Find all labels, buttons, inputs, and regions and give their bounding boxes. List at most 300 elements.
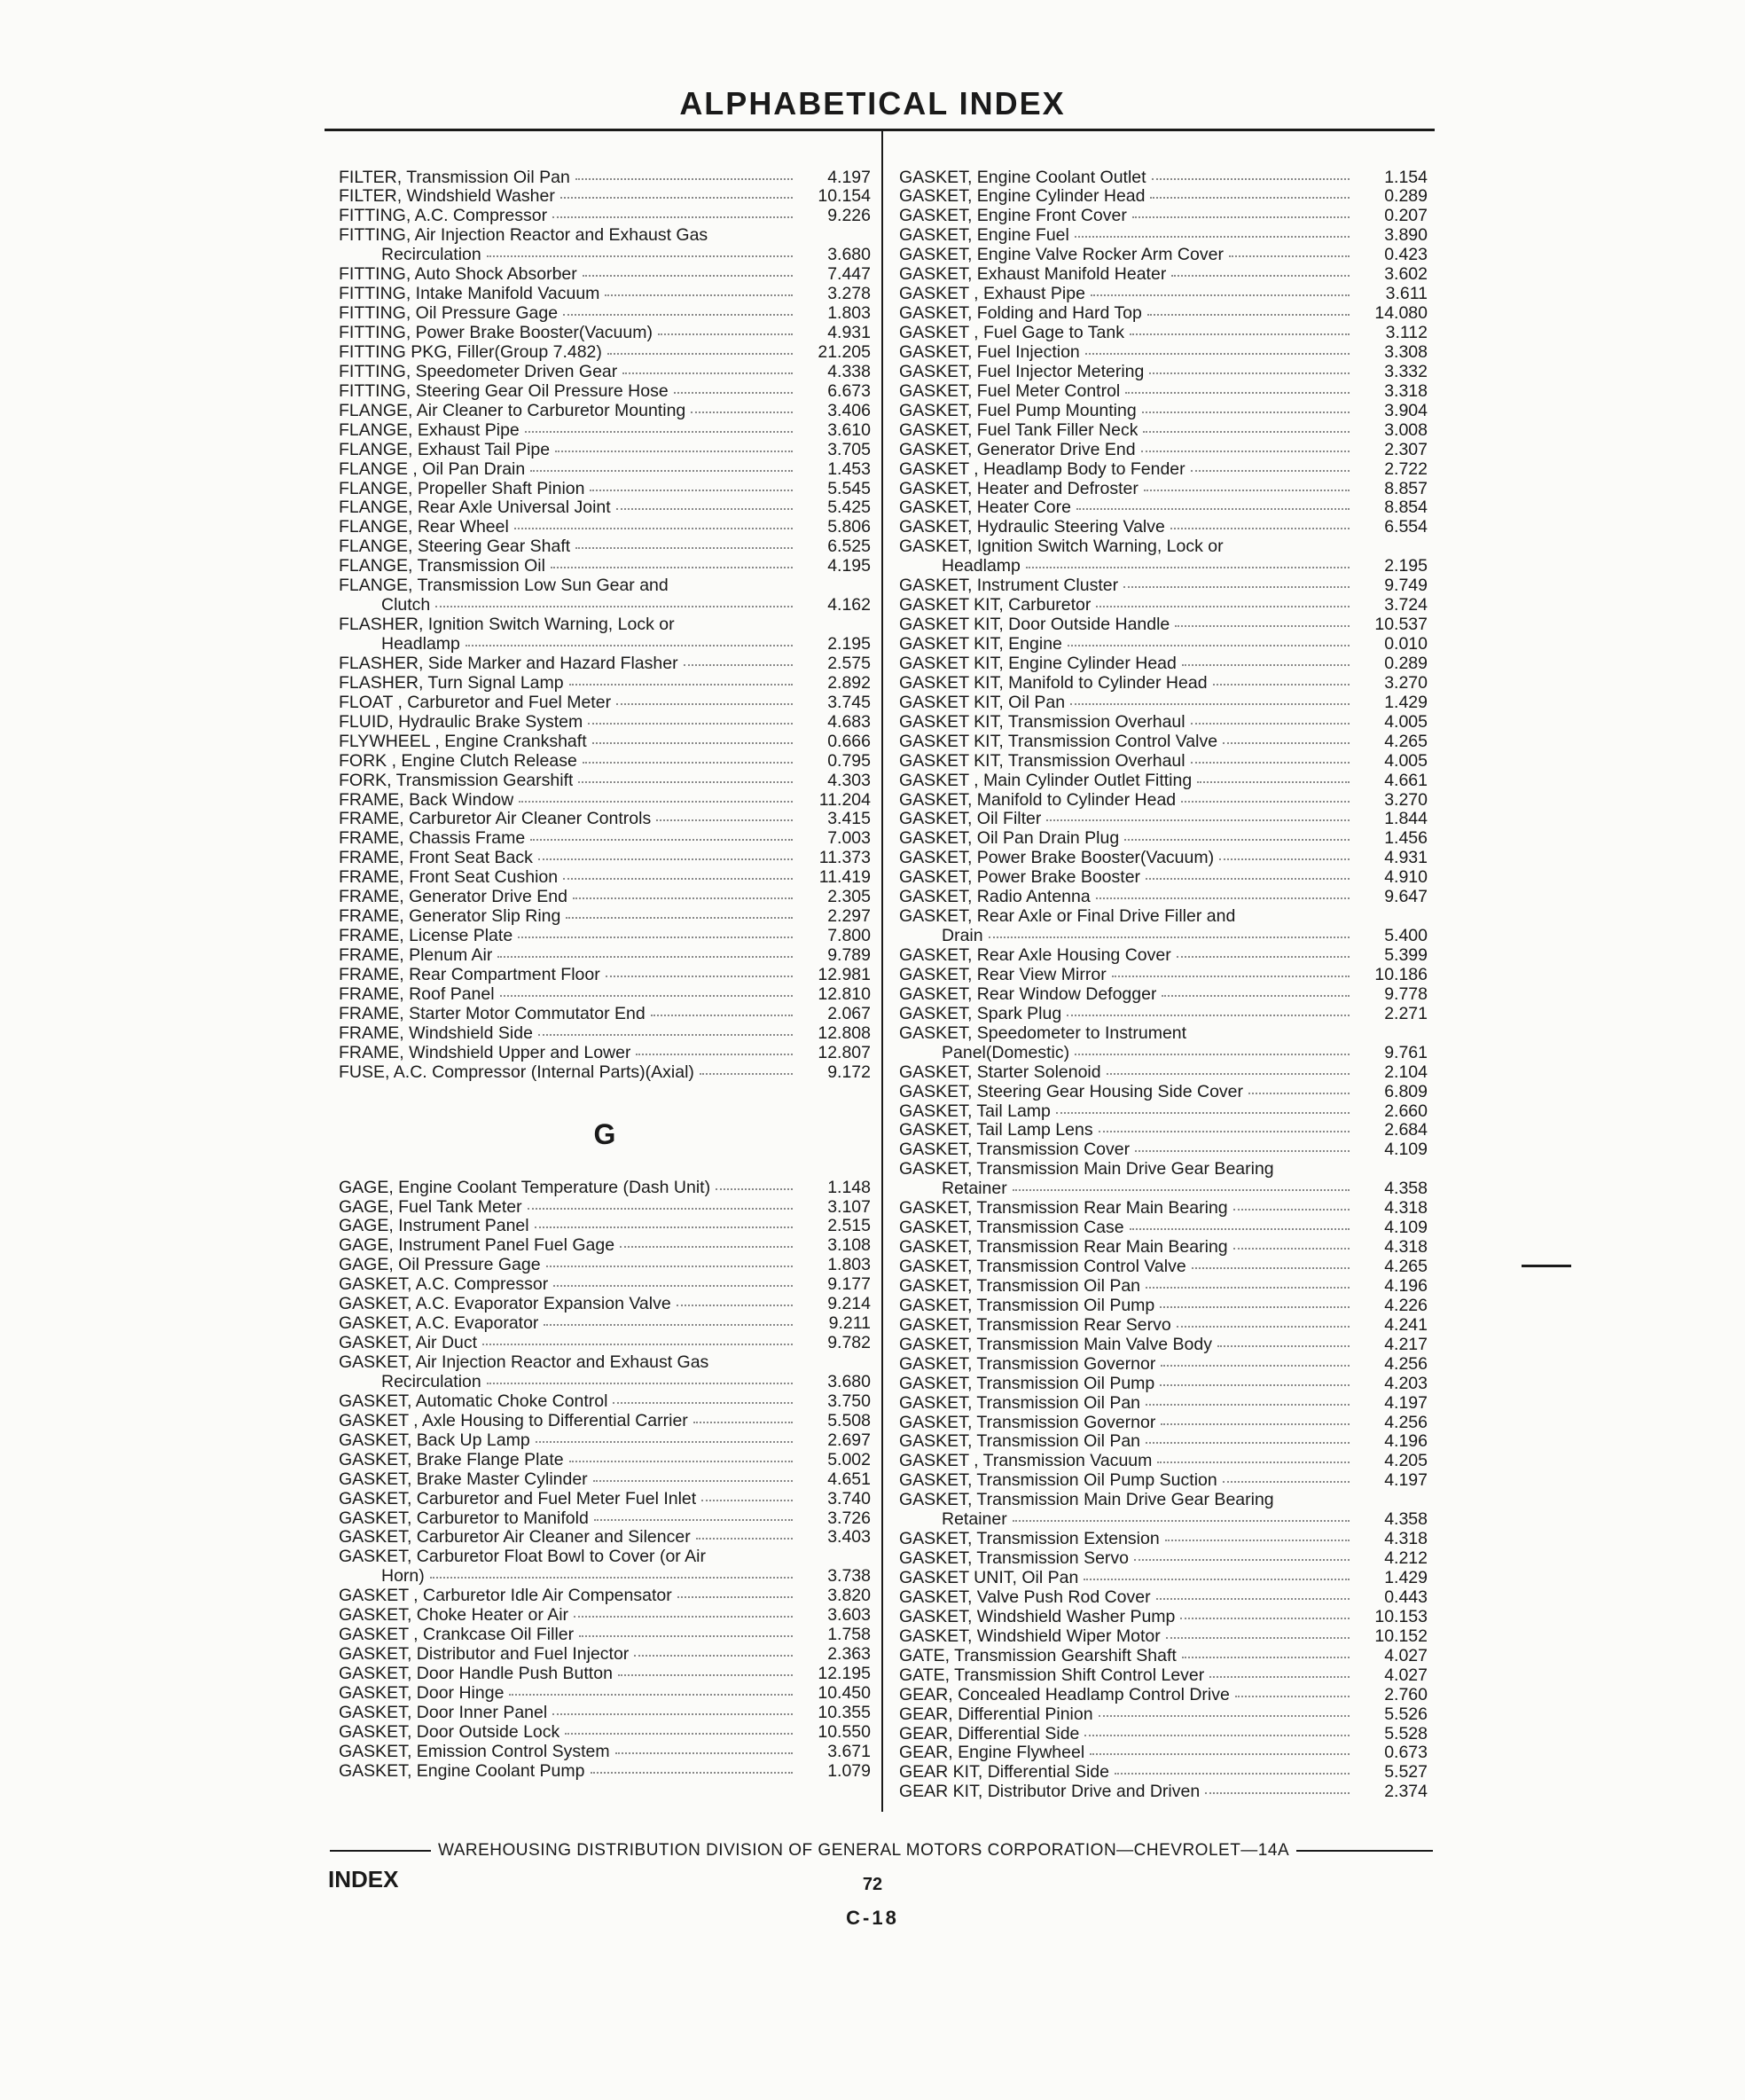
entry-number: 4.027 xyxy=(1384,1645,1428,1665)
entry-name: FLANGE, Propeller Shaft Pinion xyxy=(339,479,585,498)
entry-name: FRAME, Front Seat Back xyxy=(339,849,533,868)
entry-number: 0.289 xyxy=(1384,186,1428,207)
entry-name: FLANGE, Transmission Oil xyxy=(339,557,545,576)
entry-number: 10.153 xyxy=(1374,1606,1428,1626)
entry-name: GASKET, Door Outside Lock xyxy=(339,1722,560,1742)
entry-name: Retainer xyxy=(942,1179,1007,1199)
dot-leader xyxy=(1146,1386,1350,1406)
entry-name: GASKET, Transmission Oil Pan xyxy=(899,1393,1141,1413)
dot-leader xyxy=(563,861,793,881)
entry-name: GASKET , Exhaust Pipe xyxy=(899,285,1085,304)
entry-number: 7.003 xyxy=(827,828,871,849)
entry-name: FLASHER, Turn Signal Lamp xyxy=(339,673,564,693)
entry-name: GASKET, A.C. Evaporator xyxy=(339,1314,539,1334)
dot-leader xyxy=(1096,589,1350,608)
entry-number: 3.671 xyxy=(827,1741,871,1761)
entry-name: Headlamp xyxy=(381,635,460,654)
dot-leader xyxy=(1192,1250,1350,1270)
index-list-right xyxy=(899,163,1428,1802)
entry-name: FLANGE, Transmission Low Sun Gear and xyxy=(339,576,669,596)
entry-number: 4.109 xyxy=(1384,1140,1428,1160)
entry-number: 4.338 xyxy=(827,361,871,381)
entry-name: GASKET, Door Hinge xyxy=(339,1683,505,1703)
entry-number: 5.399 xyxy=(1384,945,1428,965)
dot-leader xyxy=(544,1307,793,1327)
entry-name: GASKET, Transmission Control Valve xyxy=(899,1258,1186,1276)
entry-name: FRAME, Plenum Air xyxy=(339,946,493,965)
entry-name: GASKET, Transmission Rear Servo xyxy=(899,1315,1171,1335)
dot-leader xyxy=(487,239,793,258)
dot-leader xyxy=(1213,666,1350,686)
dot-leader xyxy=(1143,413,1350,433)
entry-name: FITTING, Steering Gear Oil Pressure Hose xyxy=(339,381,669,401)
entry-name: GASKET, A.C. Compressor xyxy=(339,1275,549,1295)
dot-leader xyxy=(565,1715,793,1735)
entry-name: Clutch xyxy=(381,596,431,615)
dot-leader xyxy=(552,200,793,219)
entry-name: GASKET, Brake Master Cylinder xyxy=(339,1469,588,1489)
entry-name: GASKET, Transmission Extension xyxy=(899,1530,1160,1549)
entry-name: GEAR KIT, Differential Side xyxy=(899,1763,1109,1783)
entry-number: 10.550 xyxy=(818,1721,871,1742)
entry-name: FITTING, Auto Shock Absorber xyxy=(339,265,577,285)
entry-number: 2.195 xyxy=(827,634,871,654)
dot-leader xyxy=(1056,1094,1350,1114)
dot-leader xyxy=(1191,744,1350,764)
entry-number: 2.195 xyxy=(1384,556,1428,576)
entry-name: GASKET, Emission Control System xyxy=(339,1742,610,1761)
dot-leader xyxy=(1191,452,1350,472)
entry-number: 6.809 xyxy=(1384,1081,1428,1101)
entry-number: 12.808 xyxy=(818,1023,871,1043)
dot-leader xyxy=(1142,394,1350,413)
entry-name: GEAR, Differential Side xyxy=(899,1724,1080,1743)
dot-leader xyxy=(553,1268,793,1288)
dot-leader xyxy=(1115,1756,1350,1775)
entry-name: GASKET, Air Injection Reactor and Exhaust Gas xyxy=(339,1353,709,1372)
dot-leader xyxy=(716,1171,793,1190)
entry-name: FORK, Transmission Gearshift xyxy=(339,771,574,790)
entry-number: 4.683 xyxy=(827,711,871,732)
entry-name: GASKET, Windshield Wiper Motor xyxy=(899,1626,1161,1646)
entry-number: 4.212 xyxy=(1384,1548,1428,1569)
entry-number: 10.355 xyxy=(818,1702,871,1722)
entry-name: GASKET, Engine Coolant Outlet xyxy=(899,168,1146,187)
entry-name: FRAME, Rear Compartment Floor xyxy=(339,965,600,984)
dot-leader xyxy=(1223,1464,1350,1484)
entry-number: 4.197 xyxy=(827,167,871,187)
entry-number: 4.931 xyxy=(827,323,871,342)
dot-leader xyxy=(1180,1600,1350,1619)
entry-name: FLANGE, Air Cleaner to Carburetor Mounting xyxy=(339,401,686,420)
entry-number: 9.214 xyxy=(827,1294,871,1314)
dot-leader xyxy=(1150,180,1350,200)
entry-number: 4.109 xyxy=(1384,1218,1428,1238)
entry-name: GASKET, Ignition Switch Warning, Lock or xyxy=(899,537,1224,557)
dot-leader xyxy=(1182,1639,1350,1658)
dot-leader xyxy=(575,161,793,180)
dot-leader xyxy=(989,920,1350,939)
entry-number: 10.186 xyxy=(1374,964,1428,984)
entry-number: 4.931 xyxy=(1384,848,1428,868)
entry-name: GASKET, Transmission Case xyxy=(899,1218,1124,1238)
entry-number: 4.303 xyxy=(827,770,871,790)
entry-name: GAGE, Engine Coolant Temperature (Dash Unit) xyxy=(339,1178,711,1197)
page-number: 72 xyxy=(862,1875,883,1894)
entry-number: 0.795 xyxy=(827,750,871,771)
dot-leader xyxy=(1175,608,1350,628)
dot-leader xyxy=(634,1638,793,1657)
dot-leader xyxy=(552,1696,793,1715)
dot-leader xyxy=(656,803,793,822)
dot-leader xyxy=(497,939,793,959)
entry-name: GAGE, Oil Pressure Gage xyxy=(339,1256,541,1275)
entry-name: FITTING, Intake Manifold Vacuum xyxy=(339,285,600,304)
publisher-text: WAREHOUSING DISTRIBUTION DIVISION OF GENERAL MOTORS CORPORATION—CHEVROLET—14A xyxy=(438,1841,1290,1860)
entry-name: FITTING, Speedometer Driven Gear xyxy=(339,362,618,381)
entry-number: 1.154 xyxy=(1384,167,1428,187)
dot-leader xyxy=(538,842,793,861)
entry-name: FORK , Engine Clutch Release xyxy=(339,751,577,771)
entry-name: FRAME, Windshield Side xyxy=(339,1023,533,1043)
entry-name: GASKET, Transmission Cover xyxy=(899,1140,1131,1160)
dot-leader xyxy=(1161,1347,1350,1367)
entry-name: GASKET, Rear Window Defogger xyxy=(899,984,1157,1004)
entry-number: 2.305 xyxy=(827,887,871,907)
entry-number: 9.211 xyxy=(828,1313,871,1334)
dot-leader xyxy=(674,374,793,394)
entry-number: 3.726 xyxy=(827,1508,871,1528)
entry-name: FITTING PKG, Filler(Group 7.482) xyxy=(339,342,602,362)
entry-number: 5.806 xyxy=(827,517,871,537)
title-rule xyxy=(325,129,1435,131)
left-column xyxy=(339,163,871,1781)
entry-number: 4.162 xyxy=(827,595,871,615)
dot-leader xyxy=(536,1423,793,1443)
entry-name: FITTING, Oil Pressure Gage xyxy=(339,304,559,324)
dot-leader xyxy=(616,686,793,705)
entry-name: FRAME, Windshield Upper and Lower xyxy=(339,1043,631,1062)
entry-name: GASKET, Transmission Oil Pan xyxy=(899,1432,1141,1452)
entry-number: 4.241 xyxy=(1384,1314,1428,1335)
entry-name: GASKET, Instrument Cluster xyxy=(899,576,1119,596)
dot-leader xyxy=(575,530,793,550)
entry-name: GASKET, Tail Lamp xyxy=(899,1101,1051,1121)
entry-number: 2.067 xyxy=(827,1003,871,1023)
entry-number: 4.205 xyxy=(1384,1451,1428,1471)
entry-number: 4.358 xyxy=(1384,1179,1428,1199)
dot-leader xyxy=(528,1190,793,1210)
entry-number: 4.910 xyxy=(1384,867,1428,888)
entry-number: 10.152 xyxy=(1374,1626,1428,1646)
entry-number: 1.079 xyxy=(827,1760,871,1781)
entry-name: GASKET, Steering Gear Housing Side Cover xyxy=(899,1082,1244,1101)
entry-name: GASKET , Main Cylinder Outlet Fitting xyxy=(899,771,1193,790)
dot-leader xyxy=(622,355,793,374)
dot-leader xyxy=(487,1365,793,1384)
dot-leader xyxy=(466,628,793,647)
entry-name: GASKET, Transmission Rear Main Bearing xyxy=(899,1199,1228,1218)
entry-number: 21.205 xyxy=(818,341,871,362)
entry-name: GEAR, Differential Pinion xyxy=(899,1704,1093,1724)
dot-leader xyxy=(1091,278,1350,297)
entry-name: GASKET, Door Inner Panel xyxy=(339,1703,548,1722)
dot-leader xyxy=(1013,1172,1350,1192)
dot-leader xyxy=(500,977,793,997)
dot-leader xyxy=(590,472,793,491)
entry-number: 2.307 xyxy=(1384,439,1428,459)
entry-name: GASKET, Engine Coolant Pump xyxy=(339,1761,585,1781)
dot-leader xyxy=(1144,472,1350,491)
entry-number: 3.705 xyxy=(827,439,871,459)
entry-name: GASKET, Speedometer to Instrument xyxy=(899,1023,1187,1043)
dot-leader xyxy=(1099,1697,1350,1717)
dot-leader xyxy=(1068,628,1350,647)
entry-number: 3.610 xyxy=(827,419,871,440)
entry-number: 9.789 xyxy=(827,945,871,965)
entry-name: GASKET, Windshield Washer Pump xyxy=(899,1607,1176,1626)
entry-name: GASKET, Rear Axle or Final Drive Filler and xyxy=(899,907,1236,927)
entry-name: GASKET, Transmission Governor xyxy=(899,1413,1156,1432)
dot-leader xyxy=(583,258,793,278)
entry-name: GASKET, Transmission Main Drive Gear Bearing xyxy=(899,1160,1274,1179)
entry-name: FRAME, Generator Drive End xyxy=(339,888,567,907)
entry-name: GASKET , Axle Housing to Differential Carrier xyxy=(339,1411,688,1430)
entry-name: FILTER, Windshield Washer xyxy=(339,187,555,207)
dot-leader xyxy=(1146,1269,1350,1289)
entry-number: 4.256 xyxy=(1384,1412,1428,1432)
entry-name: GEAR, Concealed Headlamp Control Drive xyxy=(899,1685,1230,1704)
entry-name: GATE, Transmission Gearshift Shaft xyxy=(899,1646,1177,1665)
entry-number: 12.981 xyxy=(818,964,871,984)
entry-number: 14.080 xyxy=(1374,303,1428,324)
dot-leader xyxy=(1075,219,1350,239)
entry-name: GAGE, Fuel Tank Meter xyxy=(339,1197,522,1217)
dot-leader xyxy=(1219,842,1350,861)
dot-leader xyxy=(574,1599,793,1618)
entry-name: FRAME, Generator Slip Ring xyxy=(339,907,561,927)
entry-name: GASKET, Back Up Lamp xyxy=(339,1430,530,1450)
entry-number: 4.661 xyxy=(1384,770,1428,790)
entry-name: GASKET, Transmission Oil Pump xyxy=(899,1374,1155,1393)
entry-number: 9.172 xyxy=(827,1062,871,1082)
dot-leader xyxy=(615,1735,793,1754)
dot-leader xyxy=(538,1016,793,1036)
entry-number: 3.738 xyxy=(827,1566,871,1587)
entry-name: Horn) xyxy=(381,1567,425,1587)
entry-name: FRAME, Starter Motor Commutator End xyxy=(339,1004,646,1023)
dot-leader xyxy=(593,1462,793,1482)
entry-number: 11.373 xyxy=(818,848,871,868)
entry-number: 0.289 xyxy=(1384,653,1428,673)
entry-number: 4.197 xyxy=(1384,1392,1428,1413)
entry-number: 3.270 xyxy=(1384,672,1428,693)
entry-number: 11.419 xyxy=(818,867,871,888)
dot-leader xyxy=(566,900,793,920)
dot-leader xyxy=(1182,646,1350,666)
entry-number: 3.112 xyxy=(1385,323,1428,342)
dot-leader xyxy=(578,764,793,783)
dot-leader xyxy=(509,1676,793,1696)
entry-number: 3.278 xyxy=(827,284,871,304)
entry-name: FLYWHEEL , Engine Crankshaft xyxy=(339,732,587,751)
dot-leader xyxy=(1125,374,1350,394)
dot-leader xyxy=(620,1229,793,1249)
entry-name: GASKET, Automatic Choke Control xyxy=(339,1391,608,1411)
dot-leader xyxy=(518,920,793,939)
entry-number: 2.660 xyxy=(1384,1101,1428,1121)
dot-leader xyxy=(1067,997,1350,1016)
entry-name: GEAR KIT, Distributor Drive and Driven xyxy=(899,1783,1201,1802)
entry-number: 1.803 xyxy=(827,303,871,324)
dot-leader xyxy=(530,452,793,472)
dot-leader xyxy=(563,297,793,317)
entry-number: 3.820 xyxy=(827,1586,871,1606)
entry-name: Drain xyxy=(942,927,983,946)
entry-name: GASKET KIT, Transmission Overhaul xyxy=(899,751,1186,771)
dot-leader xyxy=(1170,511,1350,530)
entry-name: Retainer xyxy=(942,1510,1007,1530)
dot-leader xyxy=(1181,783,1350,803)
entry-number: 2.515 xyxy=(827,1216,871,1236)
entry-number: 4.197 xyxy=(1384,1470,1428,1491)
dot-leader xyxy=(1235,1678,1350,1697)
entry-name: GASKET, Heater Core xyxy=(899,498,1071,518)
dot-leader xyxy=(1160,1289,1350,1308)
entry-name: GASKET KIT, Engine Cylinder Head xyxy=(899,654,1177,673)
entry-number: 4.256 xyxy=(1384,1353,1428,1374)
page-title: ALPHABETICAL INDEX xyxy=(679,85,1066,121)
entry-number: 1.148 xyxy=(827,1177,871,1197)
entry-number: 2.271 xyxy=(1384,1003,1428,1023)
dot-leader xyxy=(1149,355,1350,374)
entry-number: 4.027 xyxy=(1384,1665,1428,1685)
index-list-g xyxy=(339,1173,871,1781)
entry-number: 4.318 xyxy=(1384,1237,1428,1258)
entry-number: 3.904 xyxy=(1384,400,1428,420)
entry-number: 1.429 xyxy=(1384,692,1428,712)
dot-leader xyxy=(1099,1114,1350,1133)
margin-mark xyxy=(1522,1265,1571,1267)
dot-leader xyxy=(588,705,793,725)
entry-name: GASKET, Tail Lamp Lens xyxy=(899,1121,1093,1140)
dot-leader xyxy=(1075,1036,1350,1055)
entry-name: GASKET, Transmission Servo xyxy=(899,1549,1130,1569)
entry-number: 10.537 xyxy=(1374,615,1428,635)
dot-leader xyxy=(591,1754,794,1774)
entry-number: 2.363 xyxy=(827,1644,871,1665)
entry-name: FITTING, Air Injection Reactor and Exhaust Gas xyxy=(339,226,708,246)
entry-number: 3.008 xyxy=(1384,419,1428,440)
dot-leader xyxy=(1165,1523,1350,1542)
entry-name: GASKET, Distributor and Fuel Injector xyxy=(339,1645,630,1665)
entry-number: 4.318 xyxy=(1384,1198,1428,1218)
dot-leader xyxy=(1248,1075,1350,1094)
dot-leader xyxy=(691,394,793,413)
entry-name: GASKET, Valve Push Rod Cover xyxy=(899,1587,1151,1607)
entry-number: 7.447 xyxy=(827,264,871,285)
dot-leader xyxy=(530,822,793,842)
entry-name: GASKET, Generator Drive End xyxy=(899,440,1136,459)
dot-leader xyxy=(569,666,793,686)
entry-number: 0.666 xyxy=(827,731,871,751)
entry-number: 3.890 xyxy=(1384,225,1428,246)
dot-leader xyxy=(1171,258,1350,278)
entry-name: FLANGE , Oil Pan Drain xyxy=(339,459,526,479)
dot-leader xyxy=(1085,335,1350,355)
entry-number: 2.697 xyxy=(827,1430,871,1450)
entry-name: GASKET KIT, Door Outside Handle xyxy=(899,615,1170,635)
entry-name: GASKET, Rear Axle Housing Cover xyxy=(899,946,1171,965)
dot-leader xyxy=(1124,822,1350,842)
dot-leader xyxy=(1141,433,1350,452)
dot-leader xyxy=(1076,491,1350,511)
dot-leader xyxy=(594,1501,793,1521)
entry-number: 2.722 xyxy=(1384,458,1428,479)
entry-number: 3.745 xyxy=(827,692,871,712)
entry-number: 0.673 xyxy=(1384,1743,1428,1763)
dot-leader xyxy=(1134,1542,1350,1562)
dot-leader xyxy=(551,550,793,569)
entry-name: GASKET, Exhaust Manifold Heater xyxy=(899,265,1167,285)
entry-number: 11.204 xyxy=(818,789,871,810)
dot-leader xyxy=(1156,1580,1350,1600)
entry-name: GATE, Transmission Shift Control Lever xyxy=(899,1665,1205,1685)
entry-name: GASKET, Engine Cylinder Head xyxy=(899,187,1146,207)
entry-name: FRAME, Roof Panel xyxy=(339,984,495,1004)
dot-leader xyxy=(1130,1211,1350,1231)
dot-leader xyxy=(607,335,793,355)
column-divider xyxy=(881,131,883,1812)
entry-number: 3.318 xyxy=(1384,380,1428,401)
entry-name: FRAME, Carburetor Air Cleaner Controls xyxy=(339,810,652,829)
dot-leader xyxy=(696,1521,793,1540)
entry-number: 3.108 xyxy=(827,1235,871,1256)
dot-leader xyxy=(1070,686,1350,705)
entry-number: 12.810 xyxy=(818,983,871,1004)
dot-leader xyxy=(1146,861,1350,881)
dot-leader xyxy=(1160,1367,1350,1386)
dot-leader xyxy=(1026,550,1350,569)
entry-name: GASKET, Starter Solenoid xyxy=(899,1062,1101,1082)
entry-number: 2.374 xyxy=(1384,1782,1428,1802)
dot-leader xyxy=(1161,1406,1350,1425)
entry-number: 2.104 xyxy=(1384,1062,1428,1082)
entry-number: 4.196 xyxy=(1384,1275,1428,1296)
dot-leader xyxy=(1112,958,1350,977)
entry-number: 3.750 xyxy=(827,1391,871,1411)
entry-name: GASKET, Radio Antenna xyxy=(899,888,1091,907)
entry-number: 9.647 xyxy=(1384,887,1428,907)
dot-leader xyxy=(1146,1425,1350,1445)
entry-name: GASKET KIT, Transmission Control Valve xyxy=(899,732,1218,751)
entry-name: GASKET, Transmission Oil Pump xyxy=(899,1296,1155,1315)
entry-name: Recirculation xyxy=(381,1372,481,1391)
entry-name: FLUID, Hydraulic Brake System xyxy=(339,712,583,732)
dot-leader xyxy=(1217,1328,1350,1347)
entry-name: GASKET KIT, Engine xyxy=(899,635,1062,654)
dot-leader xyxy=(636,1036,793,1055)
dot-leader xyxy=(651,997,793,1016)
entry-name: GASKET, Transmission Oil Pan xyxy=(899,1276,1141,1296)
entry-name: Recirculation xyxy=(381,246,481,265)
dot-leader xyxy=(430,1560,793,1579)
entry-number: 12.195 xyxy=(818,1664,871,1683)
entry-number: 9.761 xyxy=(1384,1042,1428,1062)
entry-number: 2.684 xyxy=(1384,1120,1428,1140)
entry-name: GASKET, Fuel Injector Metering xyxy=(899,362,1145,381)
entry-number: 1.844 xyxy=(1384,809,1428,829)
